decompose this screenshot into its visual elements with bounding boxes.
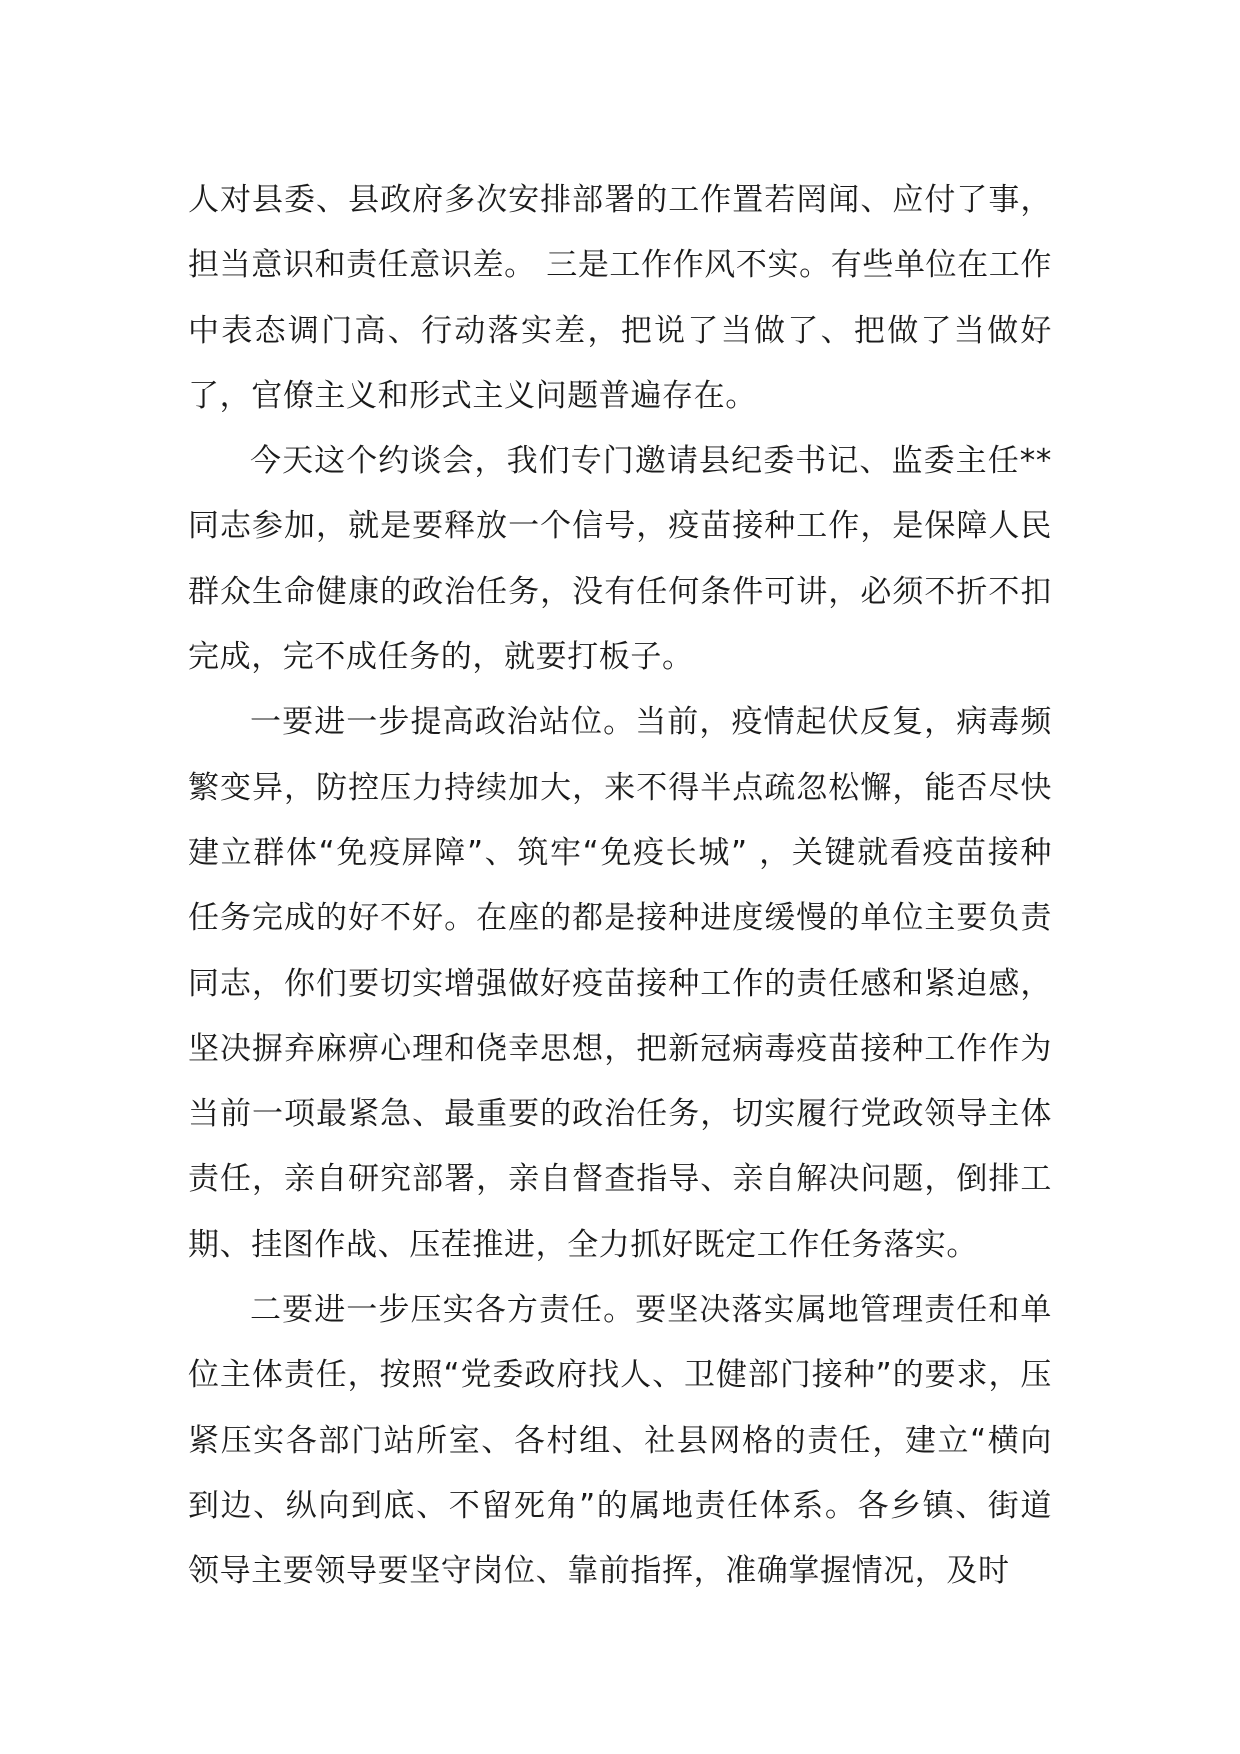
paragraph-2: 今天这个约谈会，我们专门邀请县纪委书记、监委主任**同志参加，就是要释放一个信号，疫苗接种工作，是保障人民群众生命健康的政治任务，没有任何条件可讲，必须不折不扣完成，完不成任务的，就要打板子。 [188, 443, 1052, 676]
paragraph-3: 一要进一步提高政治站位。当前，疫情起伏反复，病毒频繁变异，防控压力持续加大，来不得半点疏忽松懈，能否尽快建立群体“免疫屏障”、筑牢“免疫长城” ，关键就看疫苗接种任务完成的好不好。在座的都是接种进度缓慢的单位主要负责同志，你们要切实增强做好疫苗接种工作的责任感和紧迫感，坚决摒弃麻痹心理和侥幸思想，把新冠病毒疫苗接种工作作为当前一项最紧急、最重要的政治任务，切实履行党政领导主体责任，亲自研究部署，亲自督查指导、亲自解决问题，倒排工期、挂图作战、压茬推进，全力抓好既定工作任务落实。 [188, 704, 1052, 1263]
paragraph-1: 人对县委、县政府多次安排部署的工作置若罔闻、应付了事，担当意识和责任意识差。 三是工作作风不实。有些单位在工作中表态调门高、行动落实差，把说了当做了、把做了当做好了，官僚主义和形式主义问题普遍存在。 [188, 182, 1052, 414]
paragraph-4: 二要进一步压实各方责任。要坚决落实属地管理责任和单位主体责任，按照“党委政府找人、卫健部门接种”的要求，压紧压实各部门站所室、各村组、社县网格的责任，建立“横向到边、纵向到底、不留死角”的属地责任体系。各乡镇、街道领导主要领导要坚守岗位、靠前指挥，准确掌握情况，及时 [188, 1292, 1052, 1590]
document-body [188, 168, 1052, 1605]
